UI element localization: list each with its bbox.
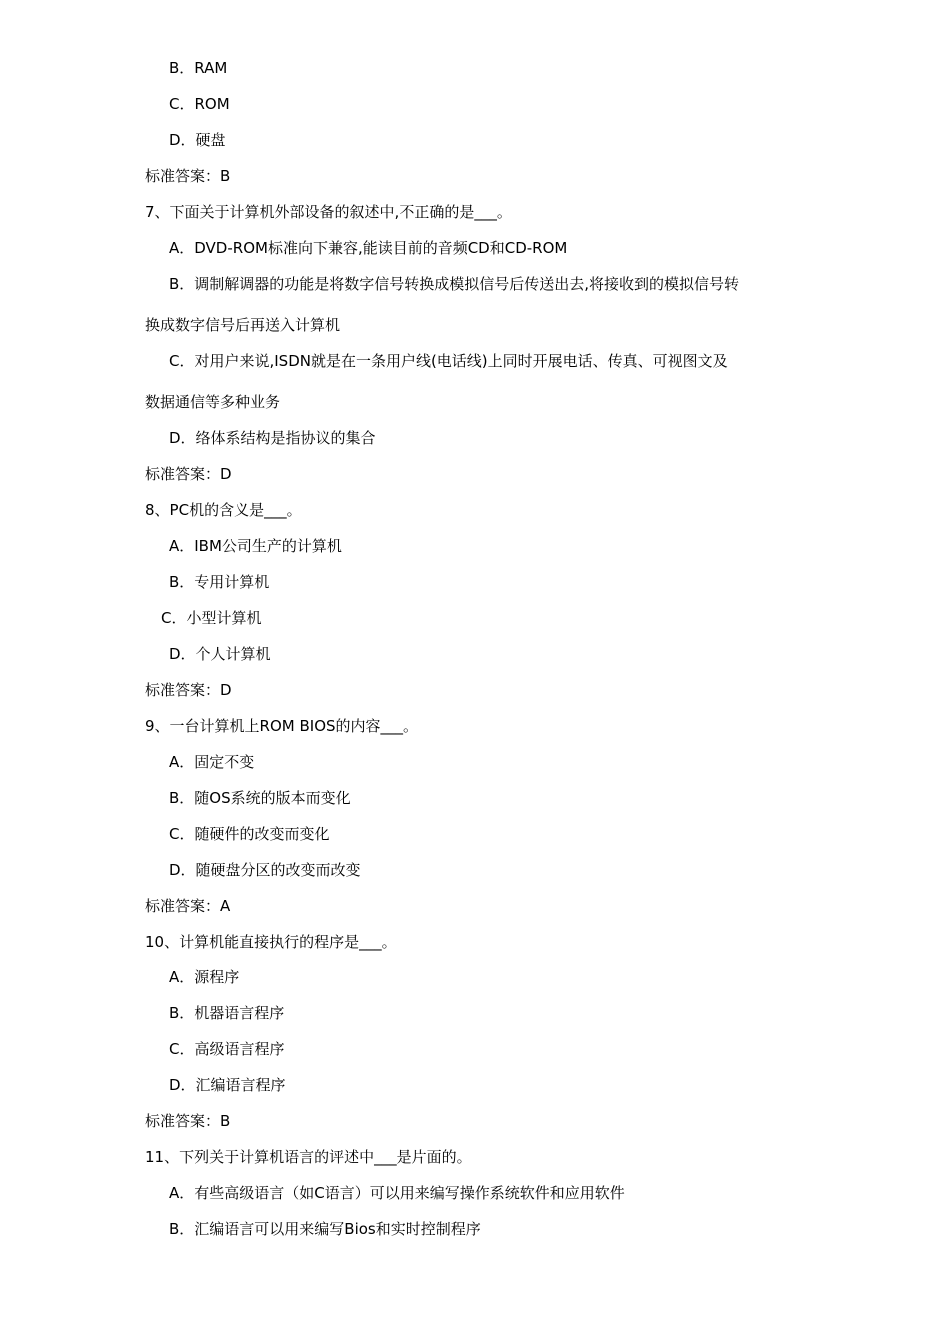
question-7-option-b: B．调制解调器的功能是将数字信号转换成模拟信号后传送出去,将接收到的模拟信号转 <box>169 275 740 293</box>
question-9-option-a: A．固定不变 <box>169 753 255 771</box>
question-7-option-d: D．络体系结构是指协议的集合 <box>169 429 376 447</box>
option-d-harddisk: D．硬盘 <box>169 131 226 149</box>
question-9-option-b: B．随OS系统的版本而变化 <box>169 789 351 807</box>
question-7-option-b-cont: 换成数字信号后再送入计算机 <box>145 316 341 334</box>
answer-8: 标准答案：D <box>145 681 232 699</box>
question-7-option-c: C．对用户来说,ISDN就是在一条用户线(电话线)上同时开展电话、传真、可视图文及 <box>169 352 728 370</box>
question-9-option-d: D．随硬盘分区的改变而改变 <box>169 861 361 879</box>
question-8-option-c: C．小型计算机 <box>161 609 262 627</box>
answer-7: 标准答案：D <box>145 465 232 483</box>
question-10-option-d: D．汇编语言程序 <box>169 1076 286 1094</box>
question-11-option-a: A．有些高级语言（如C语言）可以用来编写操作系统软件和应用软件 <box>169 1184 625 1202</box>
answer-9: 标准答案：A <box>145 897 231 915</box>
question-11: 11、下列关于计算机语言的评述中___是片面的。 <box>145 1148 472 1166</box>
question-10-option-a: A．源程序 <box>169 968 240 986</box>
question-9: 9、一台计算机上ROM BIOS的内容___。 <box>145 717 419 735</box>
answer-10: 标准答案：B <box>145 1112 231 1130</box>
question-7-option-c-cont: 数据通信等多种业务 <box>145 393 281 411</box>
question-8-option-a: A．IBM公司生产的计算机 <box>169 537 342 555</box>
question-11-option-b: B．汇编语言可以用来编写Bios和实时控制程序 <box>169 1220 481 1238</box>
question-10-option-c: C．高级语言程序 <box>169 1040 285 1058</box>
question-8-option-d: D．个人计算机 <box>169 645 271 663</box>
question-10-option-b: B．机器语言程序 <box>169 1004 285 1022</box>
question-10: 10、计算机能直接执行的程序是___。 <box>145 933 397 951</box>
question-8: 8、PC机的含义是___。 <box>145 501 302 519</box>
option-c-rom: C．ROM <box>169 95 230 113</box>
option-b-ram: B．RAM <box>169 59 228 77</box>
question-7: 7、下面关于计算机外部设备的叙述中,不正确的是___。 <box>145 203 512 221</box>
question-7-option-a: A．DVD-ROM标准向下兼容,能读目前的音频CD和CD-ROM <box>169 239 568 257</box>
question-8-option-b: B．专用计算机 <box>169 573 270 591</box>
answer-6: 标准答案：B <box>145 167 231 185</box>
question-9-option-c: C．随硬件的改变而变化 <box>169 825 330 843</box>
